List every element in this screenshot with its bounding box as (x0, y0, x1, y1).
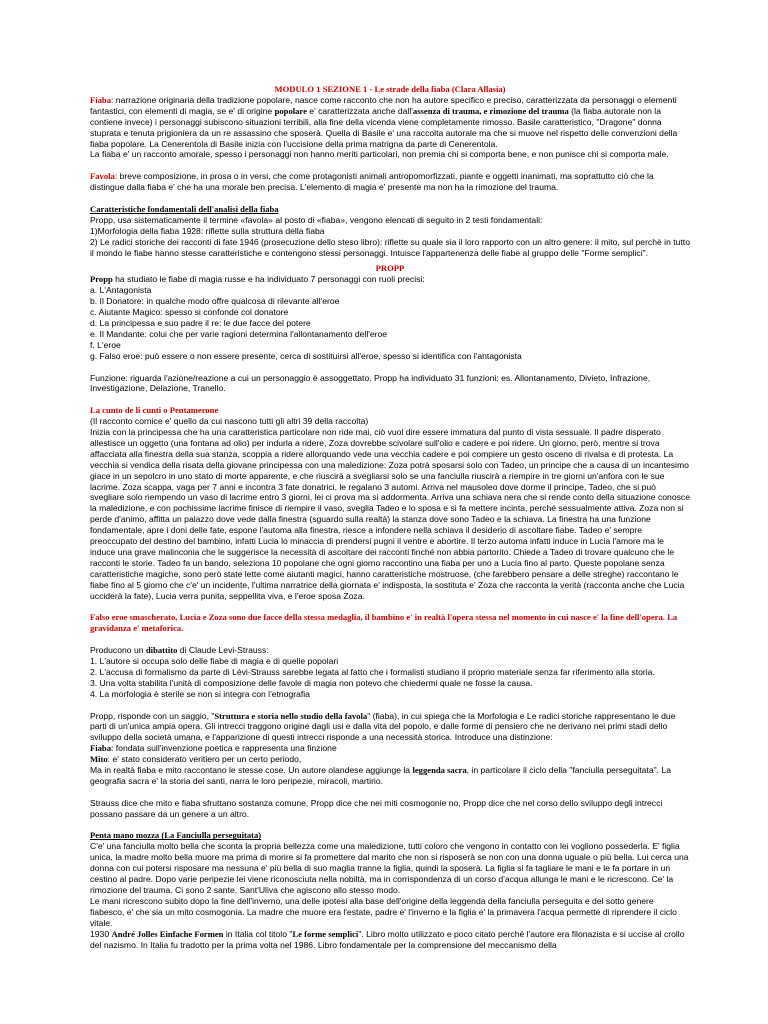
penta-body-2: Le mani ricrescono subito dopo la fine dell'inverno, una delle ipotesi alla base dell'origine della leggenda della fanciulla perseguita e del sotto genere fiabesco, e' che sia un mito cosmogonia. La madre che muore era l'estate, padre e' l'inverno e la figlia e' la primavera l'acqua permette di riprendere il ciclo vitale. (90, 895, 677, 928)
jolles-author: André Jolles Einfache Formen (111, 928, 224, 939)
propp-heading: PROPP (375, 263, 405, 274)
struttura-leggenda (90, 765, 690, 787)
struttura-fiaba-def: : fondata sull'invenzione poetica e rappresenta una finzione (111, 743, 337, 754)
strauss-paragraph: Strauss dice che mito e fiaba sfruttano sostanza comune, Propp dice che nei miti cosmogonie no, Propp dice che nel corso dello sviluppo degli intrecci possano passare da un genere a un altro. (90, 797, 663, 819)
propp-intro (90, 274, 690, 285)
fiaba-definition (90, 95, 690, 150)
jolles-end: ". Libro molto utilizzato e poco citato perché l'autore era filonazista e si uccise al crollo del nazismo. In Italia fu tradotto per la prima volta nel 1986. Libro fondamentale per la comprensione del meccanismo della (90, 928, 685, 950)
cunto-body: Inizia con la principessa che ha una caratteristica particolare non ride mai, ciò vuol dire essere immatura dal punto di vista sessuale. Il padre disperato allestisce un oggetto (una fontana ad olio) per indurla a ridere, Zoza dovrebbe scivolare sull'olio e cadere e poi ridere. Un giorno, però, mentre si trova affacciata alla finestra della sua stanza, scoppia a ridere allorquando vede una vecchia cadere e poi compiere un gesto osceno di rivalsa e di protesta. La vecchia si vendica della risata della giovane principessa con una maledizione: Zoza potrà sposarsi solo con Tadeo, un principe che a causa di un incantesimo giace in un sepolcro in uno stato di morte apparente, e che riuscirà a svegliarsi solo se una fanciulla riuscirà a riempire in tre giorni un'anfora con le sue lacrime. Zoza scappa, vaga per 7 anni e incontra 3 fate donatrici, le regalano 3 automi. Arriva nel mausoleo dove dorme il principe, Tadeo, che si può svegliare solo riempendo un vaso di lacrime entro 3 giorni, lei ci prova ma si addormenta. Arriva una schiava nera che si rende conto della situazione conosce la maledizione, e con pochissime lacrime finisce di riempire il vaso, sveglia Tadeo e lo sposa e si fa mettere incinta, perché sessualmente attiva. Zoza non si perde d'animo, affitta un palazzo dove vede dalla finestra (sguardo sulla realtà) la stanza dove sono Tadeo e la schiava. La finestra ha una funzione fondamentale, apre i doni delle fate, espone l'automa alla finestra, riesce a infondere nella schiava il desiderio di ascoltare fiabe. Tadeo e' sempre preoccupato del destino del bambino, infatti Lucia lo minaccia di prendersi pugni il ventre e abortire. Il terzo automa infatti induce in Lucia l'amore ma le induce una grave malinconia che le suggerisce la necessità di ascoltare dei racconti finché non abbia partorito. Chiede a Tadeo di trovare qualcuno che le racconti le storie. Tadeo fa un bando, seleziona 10 popolane che ogni giorno raccontino una fiaba per uno a Lucia fino al parto. Queste popolane senza caratteristiche magiche, sono però state lette come aiutanti magici, hanno caratteristiche mostruose, (che farebbero pensare a delle streghe) raccontano le fiabe fino al 5 giorno che c'e' un incidente, l'ultima narratrice della giornata e' indisposta, la sostituta e' Zoza che racconta la verità (racconta anche che Lucia ucciderà la fate), Lucia verra punita, seppellita viva, e l'eroe sposa Zoza. (90, 427, 690, 601)
jolles-mid: in Italia col titolo " (223, 928, 293, 939)
propp-funzione: Funzione: riguarda l'azione/reazione a cui un personaggio è assoggettato. Propp ha individuato 31 funzioni: es. Allontanamento, Divieto, Infrazione, Investigazione, Delazione, Tranello. (90, 372, 651, 394)
analisi-item-2: 2) Le radici storiche dei racconti di fate 1946 (prosecuzione dello steso libro): riflette su quale sia il loro rapporto con un altro genere: il mito, sul perchè in tutto il mondo le fiabe hanno stesse caratteristiche e contengono stessi personaggi. Intuisce l'appartenenza delle fiabe al gruppo delle "Forme semplici". (90, 236, 690, 258)
favola-definition (90, 171, 690, 193)
dibattito-bold: dibattito (145, 645, 178, 656)
struttura-fiaba (90, 743, 690, 754)
cunto-subtitle: (Il racconto cornice e' quello da cui nascono tutti gli altri 39 della raccolta) (90, 416, 369, 427)
struttura-mito-def: : e' stato considerato veritiero per un certo periodo, (107, 754, 302, 765)
propp-role: a. L'Antagonista (90, 285, 152, 296)
document-page (90, 84, 690, 1019)
struttura-post: " (fiaba), in cui spiega che la Morfologia e Le radici storiche rappresentano le due parti di un'unica ampia opera. Gli intrecci traggono origine dagli usi e dalla vita del popolo, e dalle forme di pensiero che ne derivano nei primi stadi dello sviluppo della società umana, e l'apparizione di questi intrecci risponde a una necessità storica. Introduce una distinzione: (90, 710, 676, 743)
struttura-title: Struttura e storia nello studio della favola (214, 710, 368, 721)
fiaba-def-3: (la fiaba autorale non la contiene invece) i personaggi subiscono situazioni terribili, alla fine della vicenda viene completamente rimosso. Basile caratteristico, "Dragone" donna stuprata e tenuta prigioniera da un re assassino che sposerà. Quella di Basile e' una raccolta autorale ma che si muove nel rispetto delle convenzioni della fiaba popolare. La Cenerentola di Basile inizia con l'uccisione della prima matrigna da parte di Cenerentola. (90, 105, 678, 149)
dibattito-post: di Claude Levi-Strauss: (177, 645, 269, 656)
fiaba-def-1: : narrazione originaria della tradizione popolare, nasce come racconto che non ha autore specifico e preciso, caratterizzata da personaggi o elementi fantastici, con elementi di magia, se e' di origine (90, 94, 677, 116)
favola-term: Favola (90, 171, 115, 182)
propp-role: e. Il Mandante: colui che per varie ragioni determina l'allontanamento dell'eroe (90, 328, 388, 339)
struttura-mito (90, 754, 690, 765)
struttura-mito-pre: Ma in realtà fiaba e mito raccontano le stesse cose. Un autore olandese aggiunge la (90, 765, 413, 776)
jolles-year: 1930 (90, 928, 112, 939)
analisi-heading: Caratteristiche fondamentali dell'analisi della fiaba (90, 203, 279, 214)
propp-intro-text: ha studiato le fiabe di magia russe e ha individuato 7 personaggi con ruoli precisi: (112, 274, 425, 285)
fiaba-term: Fiaba (90, 94, 112, 105)
dibattito-item: 2. L'accusa di formalismo da parte di Lévi-Strauss sarebbe legata al fatto che i formalisti studiano il proprio materiale senza far riferimento alla storia. (90, 666, 655, 677)
analisi-intro: Propp, usa sistematicamente il termine «favola» al posto di «fiaba», vengono elencati di seguito in 2 testi fondamentali: (90, 214, 543, 225)
struttura-mito-term: Mito (90, 754, 108, 765)
penta-heading: Penta mano mozza (La Fanciulla perseguitata) (90, 830, 262, 841)
penta-body: C'e' una fanciulla molto bella che sconta la propria bellezza come una maledizione, tutti coloro che vengono in contatto con lei vogliono possederla. E' figlia unica, la madre molto bella muore ma prima di morire si fa promettere dal marito che non si risposerà se non con una donna uguale o più bella. Lui cerca una donna con cui potersi risposare ma nessuna e' più bella di suo maglia tranne la figlia, quindi la sposerà. La figlia si fa tagliare le mani e le fa portare in un cestino al padre. Dopo varie peripezie lei viene riconosciuta nella nobiltà, ma in corrispondenza di un corso d'acqua allunga le mani e le ricrescono. Ce' la rimozione del trauma. Ci sono 2 sante, Sant'Uliva che agiscono allo stesso modo. (90, 841, 689, 896)
favola-def: : breve composizione, in prosa o in versi, che come protagonisti animali antropomorfizzati, piante e oggetti inanimati, ma soprattutto ciò che la distingue dalla fiaba e' che ha una morale ben precisa. L'elemento di magia e' presente ma non ha la rimozione del trauma. (90, 171, 654, 193)
fiaba-popolare: popolare (274, 105, 307, 116)
struttura-paragraph (90, 711, 690, 744)
propp-role: d. La principessa e suo padre il re: le due facce del potere (90, 318, 311, 328)
jolles-paragraph (90, 929, 690, 951)
propp-role: g. Falso eroe: può essere o non essere presente, cerca di sostituirsi all'eroe, spesso si identifica con l'antagonista (90, 350, 522, 361)
struttura-fiaba-term: Fiaba (90, 743, 112, 754)
fiaba-amorale: La fiaba e' un racconto amorale, spesso i personaggi non hanno meriti particolari, non premia chi si comporta bene, e non punisce chi si comporta male. (90, 149, 669, 160)
struttura-mito-post: , in particolare il ciclo della "fanciulla perseguitata". La geografia sacra e' la storia dei santi, narra le loro peripezie, miracoli, martirio. (90, 765, 672, 786)
struttura-leggenda-sacra: leggenda sacra (412, 765, 467, 776)
dibattito-pre: Producono un (90, 645, 146, 656)
analisi-item-1: 1)Morfologia della fiaba 1928: riflette sulla struttura della fiaba (90, 225, 325, 236)
propp-role: b. Il Donatore: in qualche modo offre qualcosa di rilevante all'eroe (90, 296, 340, 307)
dibattito-item: 1. L'autore si occupa solo delle fiabe di magia e di quelle popolari (90, 656, 339, 667)
fiaba-assenza-trauma: assenza di trauma, e rimozione del trauma (412, 105, 569, 116)
propp-name: Propp (90, 274, 113, 285)
cunto-heading: La cunto de li cunti o Pentamerone (90, 405, 219, 416)
dibattito-item: 3. Una volta stabilita l'unità di composizione delle favole di magia non potevo che chiedermi quale ne fosse la causa. (90, 677, 533, 688)
module-heading: MODULO 1 SEZIONE 1 - Le strade della fiaba (Clara Allasia) (274, 84, 506, 94)
dibattito-intro (90, 645, 690, 656)
struttura-pre: Propp, risponde con un saggio, " (90, 710, 215, 721)
falso-eroe-note: Falso eroe smascherato, Lucia e Zoza sono due facce della stessa medaglia, il bambino e' in realtà l'opera stessa nel momento in cui nasce e' la fine dell'opera. La gravidanza e' metaforica. (90, 612, 678, 634)
propp-role: f. L'eroe (90, 339, 121, 350)
jolles-title: Le forme semplici (292, 928, 359, 939)
fiaba-def-2: e' caratterizzata anche dall' (306, 105, 413, 116)
dibattito-item: 4. La morfologia è sterile se non si integra con l'etnografia (90, 688, 310, 699)
propp-role: c. Aiutante Magico: spesso si confonde col donatore (90, 307, 289, 318)
